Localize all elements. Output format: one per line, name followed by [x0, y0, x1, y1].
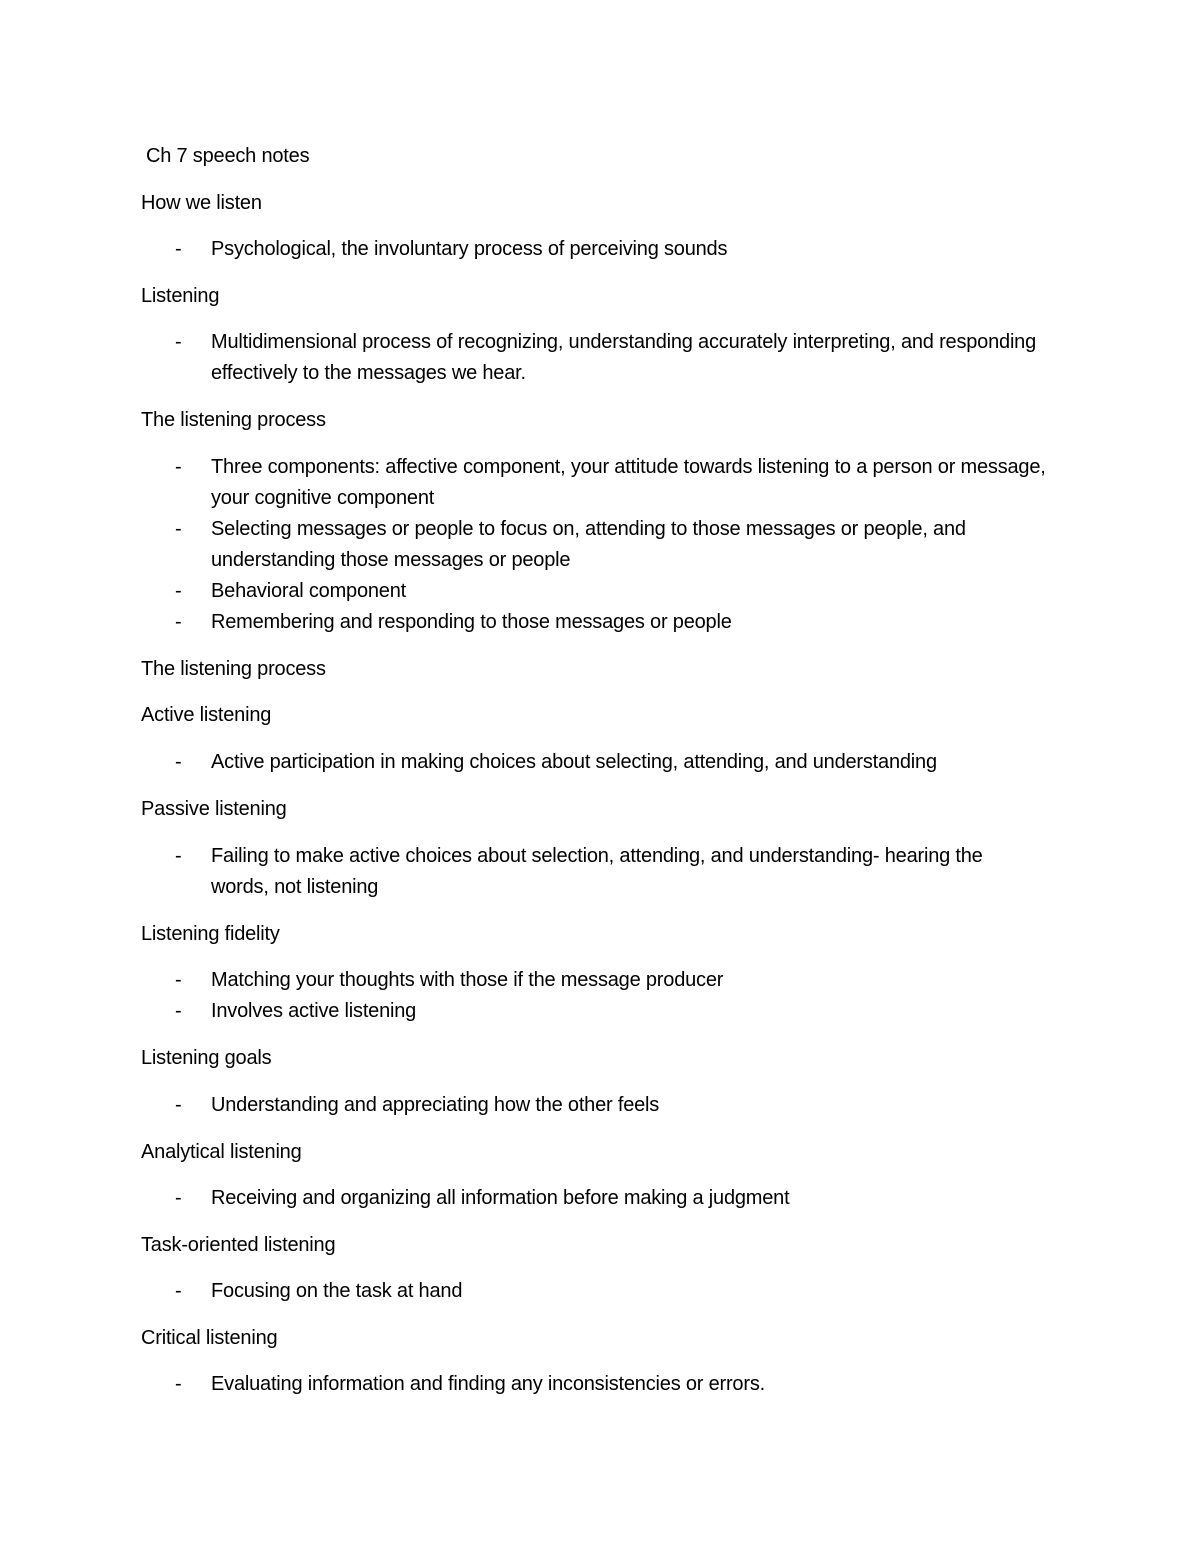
bullet-dash: - — [175, 845, 182, 867]
bullet-item: Involves active listening — [211, 1000, 417, 1022]
section-heading-listening: Listening — [141, 285, 220, 307]
bullet-dash: - — [175, 1373, 182, 1395]
section-heading-passive-listening: Passive listening — [141, 798, 287, 820]
bullet-item: Matching your thoughts with those if the message producer — [211, 969, 724, 991]
bullet-item: Behavioral component — [211, 580, 407, 602]
bullet-dash: - — [175, 1187, 182, 1209]
bullet-dash: - — [175, 1000, 182, 1022]
bullet-item: Active participation in making choices about selecting, attending, and understanding — [211, 751, 937, 773]
bullet-dash: - — [175, 580, 182, 602]
bullet-item: Three components: affective component, your attitude towards listening to a person or message, your cognitive component — [211, 456, 1046, 509]
section-heading-how-we-listen: How we listen — [141, 192, 262, 214]
bullet-dash: - — [175, 751, 182, 773]
bullet-item: Multidimensional process of recognizing, understanding accurately interpreting, and responding effectively to the messages we hear. — [211, 331, 1037, 384]
bullet-item: Understanding and appreciating how the other feels — [211, 1094, 660, 1116]
section-heading-listening-goals: Listening goals — [141, 1047, 272, 1069]
bullet-item: Selecting messages or people to focus on, attending to those messages or people, and understanding those messages or people — [211, 518, 966, 571]
bullet-dash: - — [175, 518, 182, 540]
bullet-dash: - — [175, 969, 182, 991]
section-heading-listening-process-2: The listening process — [141, 658, 326, 680]
section-heading-listening-fidelity: Listening fidelity — [141, 923, 280, 945]
bullet-item: Remembering and responding to those messages or people — [211, 611, 732, 633]
section-heading-active-listening: Active listening — [141, 704, 272, 726]
section-heading-task-oriented-listening: Task-oriented listening — [141, 1234, 336, 1256]
bullet-item: Receiving and organizing all information before making a judgment — [211, 1187, 790, 1209]
bullet-dash: - — [175, 1280, 182, 1302]
bullet-dash: - — [175, 456, 182, 478]
section-heading-listening-process: The listening process — [141, 409, 326, 431]
bullet-item: Psychological, the involuntary process of perceiving sounds — [211, 238, 728, 260]
bullet-dash: - — [175, 238, 182, 260]
bullet-dash: - — [175, 331, 182, 353]
section-heading-analytical-listening: Analytical listening — [141, 1141, 302, 1163]
bullet-item: Focusing on the task at hand — [211, 1280, 463, 1302]
document-title: Ch 7 speech notes — [146, 145, 310, 167]
bullet-item: Failing to make active choices about selection, attending, and understanding- hearing the words, not listening — [211, 845, 983, 898]
bullet-dash: - — [175, 1094, 182, 1116]
bullet-item: Evaluating information and finding any inconsistencies or errors. — [211, 1373, 765, 1395]
section-heading-critical-listening: Critical listening — [141, 1327, 278, 1349]
bullet-dash: - — [175, 611, 182, 633]
